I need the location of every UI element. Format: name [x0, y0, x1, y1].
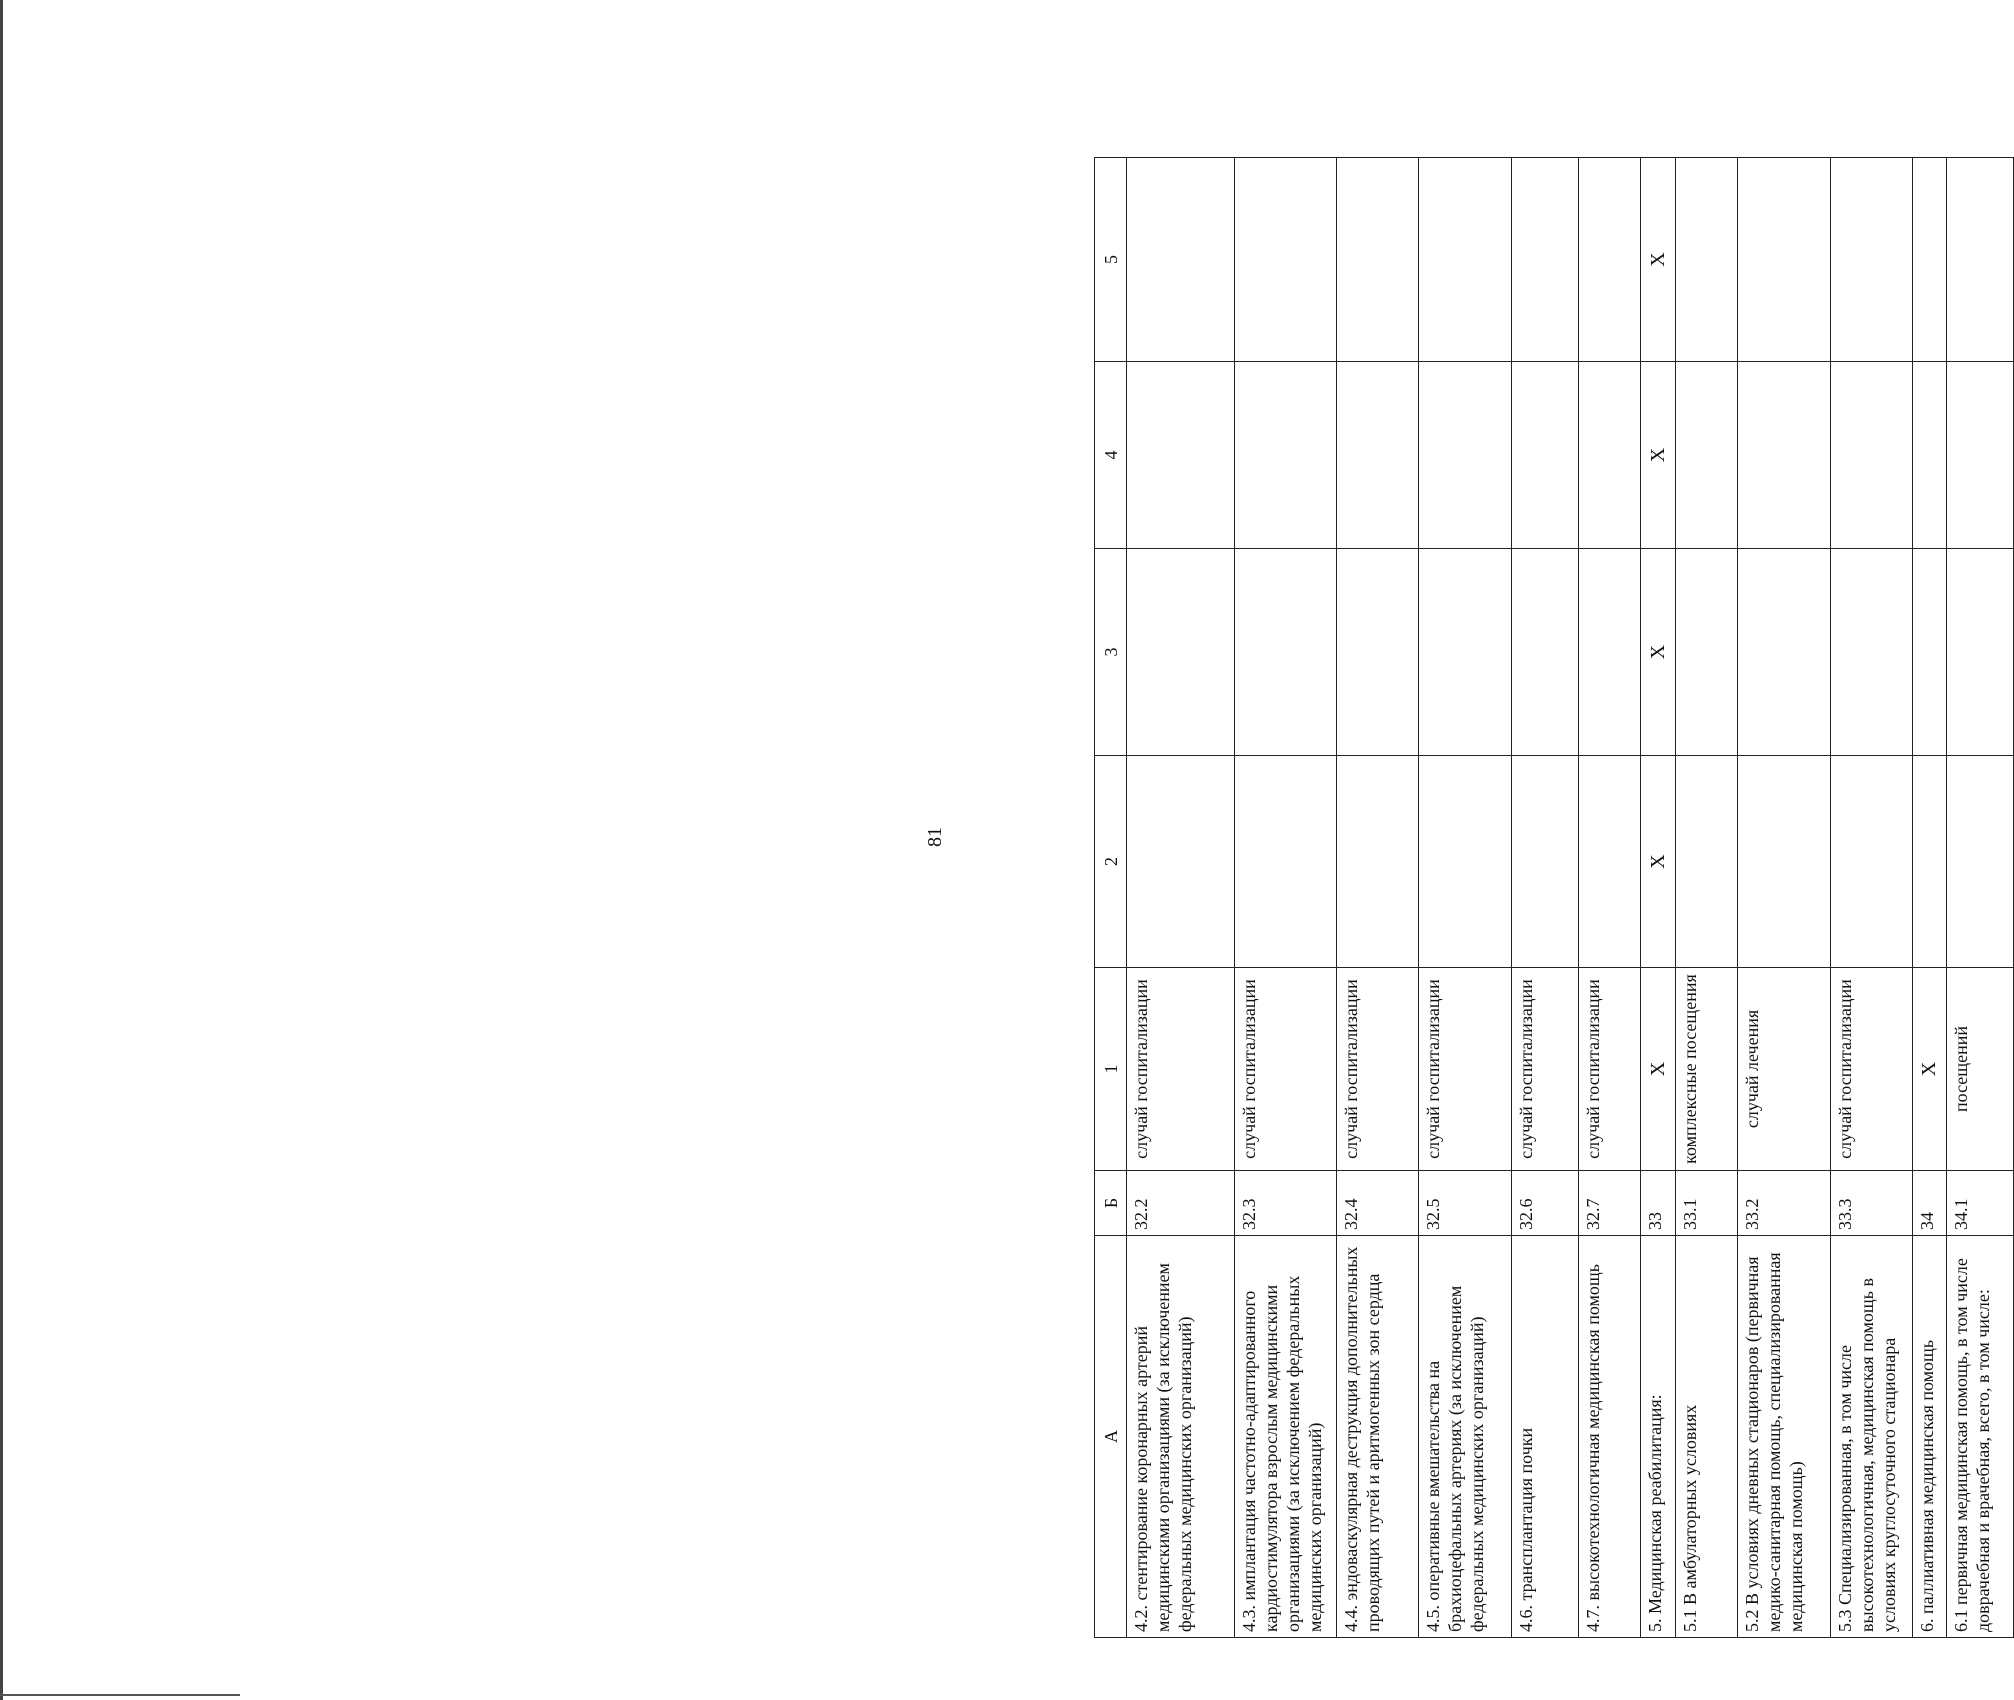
cell-4 [1578, 362, 1640, 549]
column-header-2: 2 [1095, 756, 1127, 968]
cell-5: Х [1641, 158, 1675, 362]
cell-b: 33.1 [1675, 1171, 1737, 1236]
cell-b: 32.6 [1511, 1171, 1578, 1236]
cell-a: 6. паллиативная медицинская помощь [1912, 1236, 1946, 1638]
data-table [1094, 157, 2014, 1638]
cell-4: Х [1641, 362, 1675, 549]
cell-4 [1830, 362, 1912, 549]
cell-2 [1235, 756, 1337, 968]
cell-3 [1578, 549, 1640, 756]
cell-b: 32.3 [1235, 1171, 1337, 1236]
cell-3 [1127, 549, 1235, 756]
column-header-b: Б [1095, 1171, 1127, 1236]
column-header-5: 5 [1095, 158, 1127, 362]
cell-b: 33 [1641, 1171, 1675, 1236]
cell-b: 32.5 [1419, 1171, 1512, 1236]
cell-5 [1127, 158, 1235, 362]
cell-5 [1578, 158, 1640, 362]
cell-4 [1511, 362, 1578, 549]
cell-2 [1511, 756, 1578, 968]
cell-3: Х [1641, 549, 1675, 756]
cell-1: случай госпитализации [1830, 968, 1912, 1171]
cell-2 [1419, 756, 1512, 968]
cell-2 [1912, 756, 1946, 968]
cell-5 [1912, 158, 1946, 362]
column-header-4: 4 [1095, 362, 1127, 549]
page-number: 81 [924, 827, 946, 847]
cell-a: 4.4. эндоваскулярная деструкция дополнительных проводящих путей и аритмогенных зон сердца [1337, 1236, 1419, 1638]
cell-4 [1419, 362, 1512, 549]
column-header-a: А [1095, 1236, 1127, 1638]
cell-2 [1127, 756, 1235, 968]
table-row [1337, 158, 1419, 1638]
rotated-table-wrapper [1094, 158, 2014, 1638]
table-row [1127, 158, 1235, 1638]
cell-3 [1337, 549, 1419, 756]
table-row [1947, 158, 2014, 1638]
cell-5 [1337, 158, 1419, 362]
cell-2 [1675, 756, 1737, 968]
scan-edge-bottom [0, 1694, 240, 1696]
cell-3 [1419, 549, 1512, 756]
table-header-row [1095, 158, 1127, 1638]
cell-b: 32.2 [1127, 1171, 1235, 1236]
cell-1: случай госпитализации [1511, 968, 1578, 1171]
cell-5 [1511, 158, 1578, 362]
table-row [1675, 158, 1737, 1638]
cell-4 [1127, 362, 1235, 549]
cell-3 [1912, 549, 1946, 756]
cell-1: Х [1912, 968, 1946, 1171]
cell-3 [1738, 549, 1831, 756]
cell-4 [1675, 362, 1737, 549]
cell-1: комплексные посещения [1675, 968, 1737, 1171]
cell-b: 32.7 [1578, 1171, 1640, 1236]
cell-1: случай госпитализации [1127, 968, 1235, 1171]
cell-5 [1738, 158, 1831, 362]
cell-2 [1337, 756, 1419, 968]
cell-1: посещений [1947, 968, 2014, 1171]
cell-3 [1830, 549, 1912, 756]
cell-a: 4.6. трансплантация почки [1511, 1236, 1578, 1638]
cell-2 [1830, 756, 1912, 968]
cell-1: случай лечения [1738, 968, 1831, 1171]
table-row [1830, 158, 1912, 1638]
table-row [1578, 158, 1640, 1638]
column-header-1: 1 [1095, 968, 1127, 1171]
cell-5 [1675, 158, 1737, 362]
cell-a: 4.3. имплантация частотно-адаптированного кардиостимулятора взрослым медицинскими организациями (за исключением федеральных медицинских организаций) [1235, 1236, 1337, 1638]
scan-edge-left [0, 0, 3, 1700]
cell-b: 33.2 [1738, 1171, 1831, 1236]
cell-1: Х [1641, 968, 1675, 1171]
cell-a: 5.2 В условиях дневных стационаров (первичная медико-санитарная помощь, специализированная медицинская помощь) [1738, 1236, 1831, 1638]
cell-a: 5.3 Специализированная, в том числе высокотехнологичная, медицинская помощь в условиях круглосуточного стационара [1830, 1236, 1912, 1638]
cell-3 [1235, 549, 1337, 756]
table-row [1738, 158, 1831, 1638]
cell-1: случай госпитализации [1419, 968, 1512, 1171]
cell-4 [1235, 362, 1337, 549]
cell-5 [1947, 158, 2014, 362]
cell-a: 4.7. высокотехнологичная медицинская помощь [1578, 1236, 1640, 1638]
cell-2: Х [1641, 756, 1675, 968]
cell-b: 33.3 [1830, 1171, 1912, 1236]
cell-5 [1830, 158, 1912, 362]
cell-4 [1738, 362, 1831, 549]
cell-1: случай госпитализации [1235, 968, 1337, 1171]
cell-a: 4.5. оперативные вмешательства на брахиоцефальных артериях (за исключением федеральных медицинских организаций) [1419, 1236, 1512, 1638]
cell-b: 32.4 [1337, 1171, 1419, 1236]
cell-1: случай госпитализации [1337, 968, 1419, 1171]
cell-b: 34.1 [1947, 1171, 2014, 1236]
cell-2 [1947, 756, 2014, 968]
cell-4 [1912, 362, 1946, 549]
table-row [1511, 158, 1578, 1638]
cell-2 [1738, 756, 1831, 968]
cell-1: случай госпитализации [1578, 968, 1640, 1171]
cell-4 [1947, 362, 2014, 549]
table-row [1419, 158, 1512, 1638]
cell-a: 4.2. стентирование коронарных артерий медицинскими организациями (за исключением федеральных медицинских организаций) [1127, 1236, 1235, 1638]
table-row [1641, 158, 1675, 1638]
column-header-3: 3 [1095, 549, 1127, 756]
cell-3 [1947, 549, 2014, 756]
cell-4 [1337, 362, 1419, 549]
table-row [1912, 158, 1946, 1638]
cell-5 [1419, 158, 1512, 362]
cell-a: 6.1 первичная медицинская помощь, в том числе доврачебная и врачебная, всего, в том числе: [1947, 1236, 2014, 1638]
cell-a: 5. Медицинская реабилитация: [1641, 1236, 1675, 1638]
cell-3 [1675, 549, 1737, 756]
table-row [1235, 158, 1337, 1638]
cell-5 [1235, 158, 1337, 362]
cell-b: 34 [1912, 1171, 1946, 1236]
cell-a: 5.1 В амбулаторных условиях [1675, 1236, 1737, 1638]
cell-2 [1578, 756, 1640, 968]
cell-3 [1511, 549, 1578, 756]
